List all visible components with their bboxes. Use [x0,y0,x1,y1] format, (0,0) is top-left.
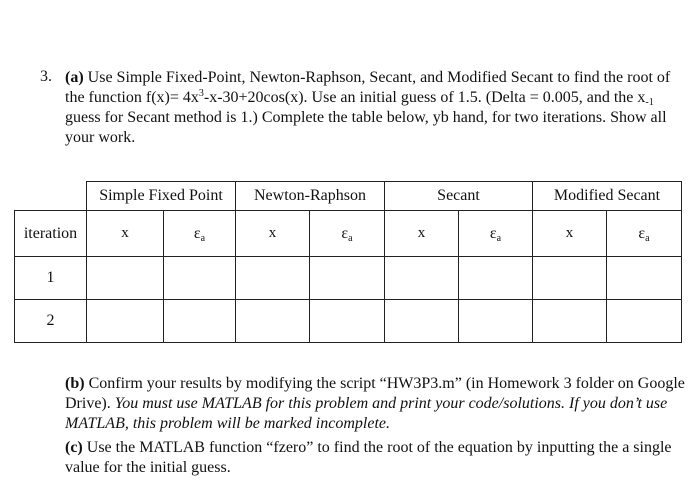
column-label-row [15,211,682,257]
part-b-italic-text: You must use MATLAB for this problem and print your code/solutions. If you don’t use MATLAB, this problem will be marked incomplete. [65,395,668,432]
part-a-subscript: -1 [645,97,654,108]
answer-cell[interactable] [164,257,236,300]
answer-cell[interactable] [533,300,607,343]
answer-cell[interactable] [533,257,607,300]
answer-cell[interactable] [607,257,682,300]
method-header-modified-secant: Modified Secant [533,182,682,211]
answer-cell[interactable] [385,300,459,343]
method-header-secant: Secant [385,182,533,211]
part-a-exponent: 3 [198,88,204,99]
answer-cell[interactable] [87,300,164,343]
part-b-paragraph [65,374,690,434]
method-header-row [15,182,682,211]
answer-cell[interactable] [236,257,310,300]
results-table [14,181,682,343]
epsilon-header-modified-secant: $\varepsilon_a$ [607,211,682,257]
iteration-header: iteration [15,211,87,257]
x-header-modified-secant: x [533,211,607,257]
part-b-label: (b) [65,375,85,392]
iteration-number: 2 [15,300,87,343]
method-header-simple-fixed-point: Simple Fixed Point [87,182,236,211]
answer-cell[interactable] [385,257,459,300]
part-a-label: (a) [65,69,84,86]
part-a-text-1: Use Simple Fixed-Point, Newton-Raphson, Secant, and Modified Secant to find the root of the function f(x)= 4x [65,69,671,106]
corner-cell [15,182,87,211]
epsilon-header-newton: $\varepsilon_a$ [310,211,385,257]
answer-cell[interactable] [164,300,236,343]
epsilon-header-secant: $\varepsilon_a$ [459,211,533,257]
answer-cell[interactable] [87,257,164,300]
part-a-text-2: -x-30+20cos(x). Use an initial guess of 1.5. (Delta = 0.005, and the x [203,89,646,106]
part-c-label: (c) [65,439,83,456]
answer-cell[interactable] [459,257,533,300]
answer-cell[interactable] [236,300,310,343]
table-row [15,257,682,300]
part-c-paragraph [65,438,690,478]
x-header-newton: x [236,211,310,257]
part-b-text: Confirm your results by modifying the script “HW3P3.m” (in Homework 3 folder on Google Drive). [65,375,685,412]
epsilon-header-fixed-point: $\varepsilon_a$ [164,211,236,257]
method-header-newton-raphson: Newton-Raphson [236,182,385,211]
answer-cell[interactable] [310,300,385,343]
question-number: 3. [40,68,52,85]
x-header-secant: x [385,211,459,257]
part-c-text: Use the MATLAB function “fzero” to find the root of the equation by inputting the a single value for the initial guess. [65,439,672,476]
x-header-fixed-point: x [87,211,164,257]
iteration-number: 1 [15,257,87,300]
answer-cell[interactable] [310,257,385,300]
answer-cell[interactable] [459,300,533,343]
part-a-text-3: guess for Secant method is 1.) Complete the table below, yb hand, for two iterations. Show all your work. [65,109,667,146]
table-row [15,300,682,343]
part-a-paragraph [65,68,685,148]
answer-cell[interactable] [607,300,682,343]
